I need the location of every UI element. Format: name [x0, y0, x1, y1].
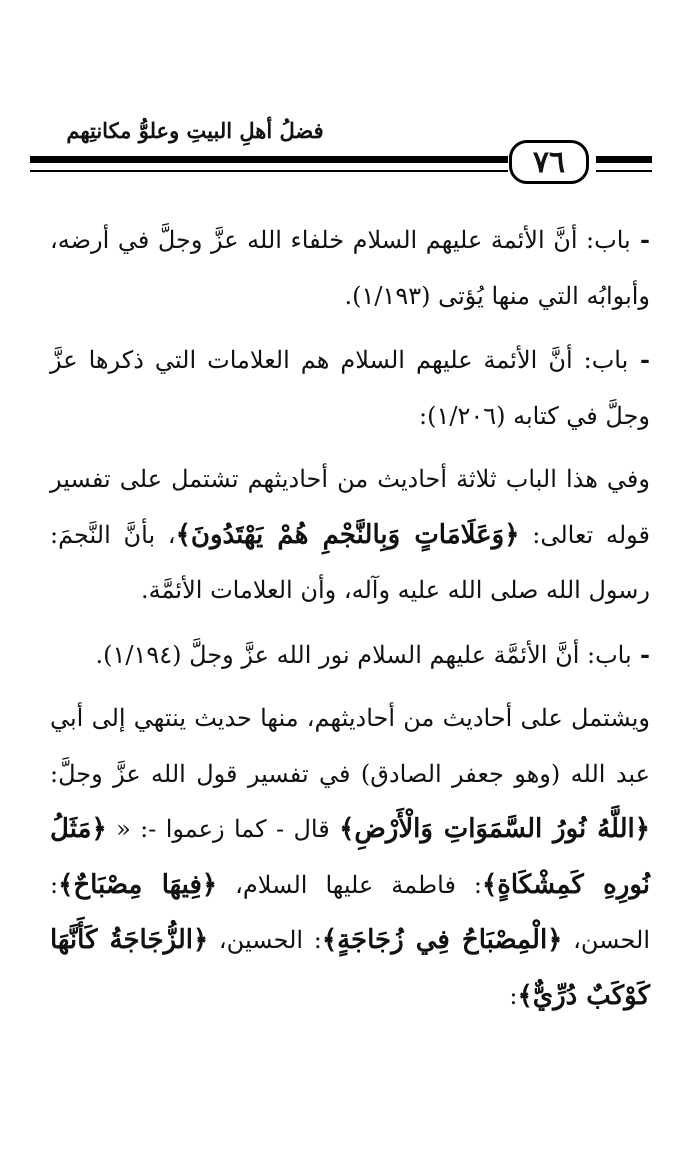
quran-quote: ﴿مَثَلُ نُورِهِ كَمِشْكَاةٍ﴾ [50, 814, 650, 900]
header-rule-thick-right [596, 156, 652, 163]
paragraph [50, 627, 650, 684]
text-segment: : الحسين، [208, 926, 322, 954]
quran-quote: ﴿الْمِصْبَاحُ فِي زُجَاجَةٍ﴾ [321, 925, 563, 955]
text-segment: - [631, 639, 650, 669]
page-number: ٧٦ [509, 140, 589, 184]
text-segment: ويشتمل على أحاديث من أحاديثهم، منها حديث ينتهي إلى أبي عبد الله (وهو جعفر الصادق) في تفسير قول الله عزَّ وجلَّ: [50, 704, 650, 788]
header-rule-thin [30, 170, 508, 172]
text-segment: وفي هذا الباب ثلاثة أحاديث من أحاديثهم تشتمل على تفسير قوله تعالى: [50, 465, 651, 549]
text-segment: باب: أنَّ الأئمة عليهم السلام هم العلامات التي ذكرها عزَّ وجلَّ في كتابه (١/٢٠٦): [50, 346, 650, 430]
text-segment: باب: أنَّ الأئمة عليهم السلام خلفاء الله عزَّ وجلَّ في أرضه، وأبوابُه التي منها يُؤتى (١/١٩٣). [50, 226, 650, 310]
quran-quote: ﴿اللَّهُ نُورُ السَّمَوَاتِ وَالْأَرْضِ﴾ [339, 814, 651, 844]
paragraph [50, 332, 650, 444]
text-segment: - [628, 345, 650, 374]
header-rule-thin-right [596, 170, 652, 172]
quran-quote: ﴿الزُّجَاجَةُ كَأَنَّهَا كَوْكَبٌ دُرِّيٌّ﴾ [50, 925, 650, 1011]
text-segment: ، بأنَّ النَّجمَ: رسول الله صلى الله عليه وآله، وأن العلامات الأئمَّة. [50, 520, 650, 604]
header-rule-thick [30, 156, 508, 163]
running-title: فضلُ أهلِ البيتِ وعلوُّ مكانتِهم [66, 118, 324, 143]
text-segment: باب: أنَّ الأئمَّة عليهم السلام نور الله عزَّ وجلَّ (١/١٩٤). [95, 640, 632, 669]
page-header [0, 0, 696, 200]
paragraph [50, 212, 650, 324]
paragraph [50, 691, 650, 1024]
text-segment: قال - كما زعموا -: « [106, 815, 340, 843]
quran-quote: ﴿فِيهَا مِصْبَاحٌ﴾ [58, 869, 218, 900]
quran-quote: ﴿وَعَلَامَاتٍ وَبِالنَّجْمِ هُمْ يَهْتَدُونَ﴾ [175, 519, 520, 550]
text-segment: : [509, 981, 518, 1010]
text-segment: : الحسن، [50, 870, 650, 954]
text-segment: : فاطمة عليها السلام، [217, 870, 482, 899]
text-segment: - [630, 225, 650, 254]
paragraph [50, 452, 650, 619]
body-text [50, 212, 650, 1024]
